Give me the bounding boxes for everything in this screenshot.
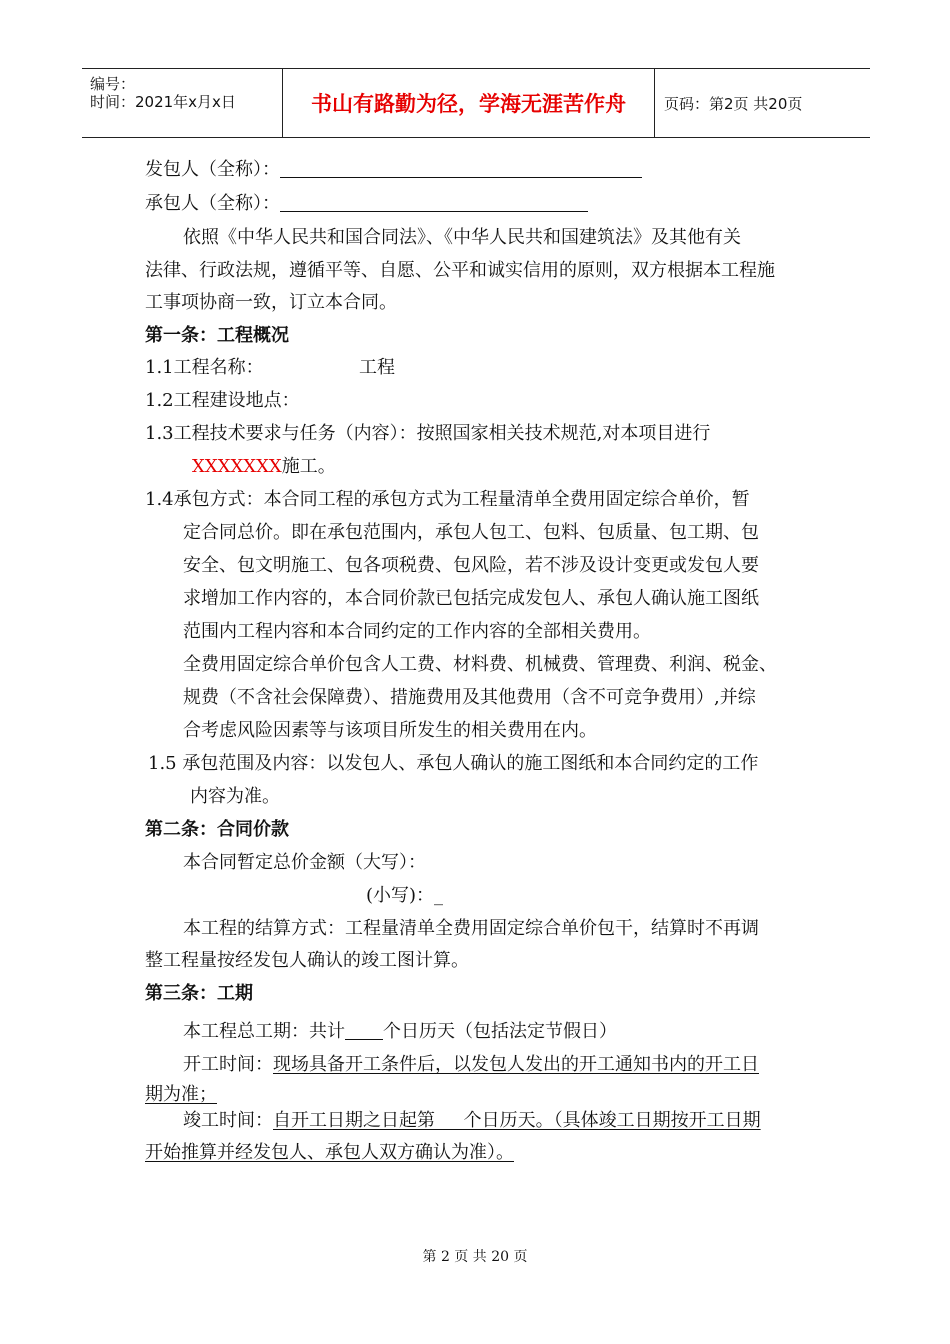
start-text: 现场具备开工条件后，以发包人发出的开工通知书内的开工日 — [273, 1054, 759, 1075]
item-1-4-line: 合考虑风险因素等与该项目所发生的相关费用在内。 — [183, 720, 597, 741]
finish-line — [183, 1109, 761, 1133]
item-1-4-line: 范围内工程内容和本合同约定的工作内容的全部相关费用。 — [183, 621, 651, 642]
header-divider — [654, 69, 655, 137]
settlement-line: 整工程量按经发包人确认的竣工图计算。 — [145, 950, 469, 971]
page-info: 页码：第2页 共20页 — [664, 94, 803, 113]
item-1-4-line: 定合同总价。即在承包范围内，承包人包工、包料、包质量、包工期、包 — [183, 522, 759, 543]
item-1-4-line: 全费用固定综合单价包含人工费、材料费、机械费、管理费、利润、税金、 — [183, 654, 777, 675]
item-1-4-line: 求增加工作内容的，本合同价款已包括完成发包人、承包人确认施工图纸 — [183, 588, 759, 609]
item-1-3: 1.3工程技术要求与任务（内容）：按照国家相关技术规范,对本项目进行 — [145, 423, 711, 444]
duration-suffix: 个日历天（包括法定节假日） — [383, 1021, 617, 1042]
contractor-line — [145, 192, 588, 216]
start-line — [183, 1053, 759, 1077]
item-1-3-cont — [192, 455, 336, 479]
finish-label: 竣工时间： — [183, 1110, 273, 1131]
start-text-cont: 期为准； — [145, 1084, 217, 1105]
article1-title: 第一条：工程概况 — [145, 325, 289, 346]
time-label: 时间：2021年x月x日 — [90, 93, 236, 111]
preamble-line: 工事项协商一致，订立本合同。 — [145, 292, 397, 313]
preamble-line: 法律、行政法规，遵循平等、自愿、公平和诚实信用的原则，双方根据本工程施 — [145, 260, 775, 281]
employer-blank — [280, 159, 642, 178]
finish-text: 自开工日期之日起第 个日历天。（具体竣工日期按开工日期 — [273, 1110, 761, 1131]
item-1-5-line: 内容为准。 — [190, 786, 280, 807]
contractor-blank — [280, 193, 588, 212]
page-footer: 第 2 页 共 20 页 — [422, 1249, 528, 1265]
settlement-line: 本工程的结算方式：工程量清单全费用固定综合单价包干，结算时不再调 — [183, 918, 759, 939]
duration-line — [183, 1020, 617, 1044]
article3-title: 第三条：工期 — [145, 983, 253, 1004]
item-1-5: 1.5 承包范围及内容：以发包人、承包人确认的施工图纸和本合同约定的工作 — [148, 753, 759, 774]
preamble-line: 依照《中华人民共和国合同法》、《中华人民共和国建筑法》及其他有关 — [183, 227, 741, 248]
employer-line — [145, 158, 642, 182]
duration-prefix: 本工程总工期：共计 — [183, 1021, 345, 1042]
article2-title: 第二条：合同价款 — [145, 819, 289, 840]
header-meta-cell — [82, 69, 282, 137]
amount-lower: (小写)：_ — [366, 885, 444, 906]
project-placeholder: XXXXXXX — [192, 456, 282, 477]
item-1-1-value: 工程 — [359, 357, 395, 378]
document-header — [82, 68, 870, 138]
number-label: 编号： — [90, 75, 136, 93]
item-1-2: 1.2工程建设地点： — [145, 390, 300, 411]
amount-upper: 本合同暂定总价金额（大写）： — [183, 852, 426, 873]
item-1-3-suffix: 施工。 — [281, 456, 336, 477]
item-1-4-line: 安全、包文明施工、包各项税费、包风险，若不涉及设计变更或发包人要 — [183, 555, 759, 576]
item-1-4-line: 规费（不含社会保障费）、措施费用及其他费用（含不可竞争费用）,并综 — [183, 687, 756, 708]
contractor-label: 承包人（全称）： — [145, 193, 280, 214]
employer-label: 发包人（全称）： — [145, 159, 280, 180]
finish-text-cont: 开始推算并经发包人、承包人双方确认为准）。 — [145, 1142, 514, 1163]
item-1-4: 1.4承包方式：本合同工程的承包方式为工程量清单全费用固定综合单价，暂 — [145, 489, 750, 510]
start-label: 开工时间： — [183, 1054, 273, 1075]
duration-blank — [345, 1021, 383, 1040]
item-1-1-label: 1.1工程名称： — [145, 357, 264, 378]
header-motto: 书山有路勤为径，学海无涯苦作舟 — [311, 92, 626, 116]
